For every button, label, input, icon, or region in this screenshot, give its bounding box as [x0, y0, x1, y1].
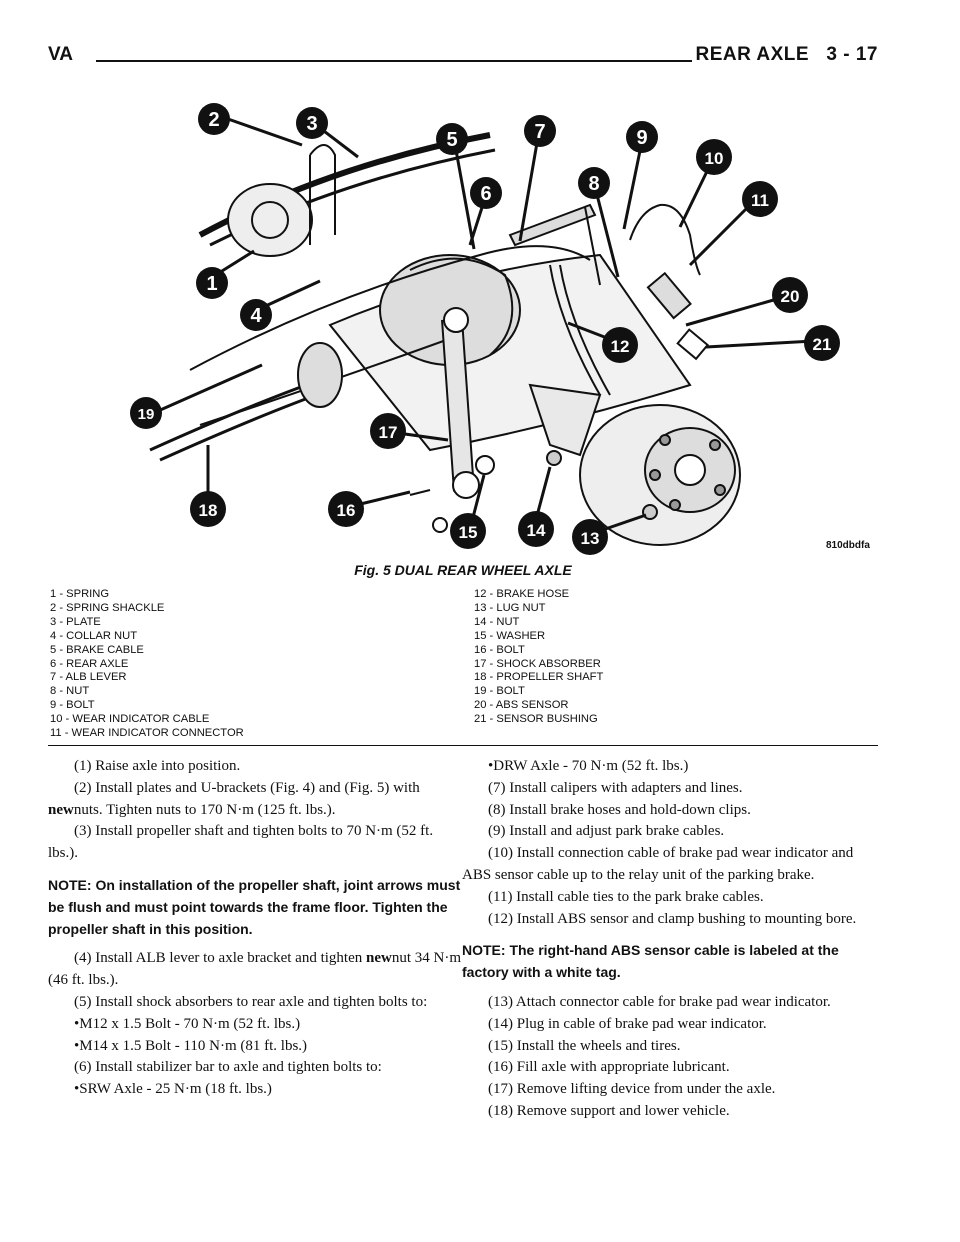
callout-11 [742, 181, 778, 217]
legend-item: 9 - BOLT [50, 699, 95, 712]
step-13: (13) Attach connector cable for brake pad wear indicator. [488, 993, 831, 1010]
legend-item: 11 - WEAR INDICATOR CONNECTOR [50, 727, 244, 740]
step-2: (2) Install plates and U-brackets (Fig. 4) and (Fig. 5) with newnuts. Tighten nuts to 170 N·m (125 ft. lbs.). [48, 779, 420, 818]
svg-text:9: 9 [636, 127, 648, 149]
axle-drawing [130, 95, 880, 555]
svg-text:17: 17 [378, 423, 398, 442]
step-9: (9) Install and adjust park brake cables. [488, 823, 725, 840]
legend-item: 13 - LUG NUT [474, 601, 546, 614]
header-rule [96, 60, 692, 62]
callout-20 [772, 277, 808, 313]
legend-item: 7 - ALB LEVER [50, 671, 127, 684]
callout-19 [130, 397, 162, 429]
callout-7 [524, 115, 556, 147]
step-6: (6) Install stabilizer bar to axle and tighten bolts to: [74, 1059, 382, 1076]
svg-text:14: 14 [526, 521, 546, 540]
callout-5 [436, 123, 468, 155]
svg-text:16: 16 [336, 501, 356, 520]
legend-item: 15 - WASHER [474, 629, 546, 642]
svg-text:13: 13 [580, 529, 600, 548]
callout-13 [572, 519, 608, 555]
callout-2 [198, 103, 230, 135]
legend-item: 18 - PROPELLER SHAFT [474, 671, 604, 684]
callout-6 [470, 177, 502, 209]
callout-17 [370, 413, 406, 449]
callout-3 [296, 107, 328, 139]
legend-item: 10 - WEAR INDICATOR CABLE [50, 713, 210, 726]
callout-16 [328, 491, 364, 527]
legend-item: 2 - SPRING SHACKLE [50, 601, 165, 614]
callout-1 [196, 267, 228, 299]
callout-12 [602, 327, 638, 363]
step-5: (5) Install shock absorbers to rear axle and tighten bolts to: [74, 993, 428, 1010]
callout-18 [190, 491, 226, 527]
callout-15 [450, 513, 486, 549]
callout-9 [626, 121, 658, 153]
svg-text:3: 3 [306, 113, 318, 135]
step-11: (11) Install cable ties to the park brake cables. [488, 888, 764, 905]
callout-4 [240, 299, 272, 331]
svg-text:21: 21 [812, 335, 832, 354]
legend-item: 14 - NUT [474, 615, 520, 628]
callout-8 [578, 167, 610, 199]
svg-text:1: 1 [206, 273, 218, 295]
page-header [48, 40, 878, 72]
legend-item: 19 - BOLT [474, 685, 525, 698]
svg-text:12: 12 [610, 337, 630, 356]
svg-text:11: 11 [751, 191, 769, 210]
legend-item: 21 - SENSOR BUSHING [474, 713, 598, 726]
step-3: (3) Install propeller shaft and tighten bolts to 70 N·m (52 ft. lbs.). [48, 823, 434, 862]
legend-rule [48, 745, 878, 746]
header-section-code: VA [48, 44, 73, 65]
step-4: (4) Install ALB lever to axle bracket and tighten newnut 34 N·m (46 ft. lbs.). [48, 950, 462, 989]
step-15: (15) Install the wheels and tires. [488, 1037, 681, 1054]
callout-14 [518, 511, 554, 547]
legend-item: 17 - SHOCK ABSORBER [474, 657, 601, 670]
svg-text:4: 4 [250, 305, 262, 327]
legend-item: 20 - ABS SENSOR [474, 699, 569, 712]
step-12: (12) Install ABS sensor and clamp bushing to mounting bore. [488, 910, 857, 927]
step-1: (1) Raise axle into position. [74, 758, 241, 774]
bullet-srw: •SRW Axle - 25 N·m (18 ft. lbs.) [74, 1081, 272, 1098]
svg-text:18: 18 [198, 501, 218, 520]
step-14: (14) Plug in cable of brake pad wear indicator. [488, 1015, 767, 1032]
text-column-right [462, 756, 880, 1123]
figure-id-code: 810dbdfa [826, 540, 870, 551]
step-7: (7) Install calipers with adapters and lines. [488, 779, 743, 796]
note-abs-sensor: NOTE: The right-hand ABS sensor cable is labeled at the factory with a white tag. [462, 942, 839, 981]
step-17: (17) Remove lifting device from under the axle. [488, 1081, 776, 1098]
legend-item: 5 - BRAKE CABLE [50, 643, 144, 656]
legend-item: 1 - SPRING [50, 588, 110, 600]
step-8: (8) Install brake hoses and hold-down clips. [488, 801, 751, 818]
legend-item: 8 - NUT [50, 685, 90, 698]
callout-21 [804, 325, 840, 361]
callout-10 [696, 139, 732, 175]
svg-text:7: 7 [534, 121, 546, 143]
bullet-drw: •DRW Axle - 70 N·m (52 ft. lbs.) [488, 758, 689, 774]
legend-item: 3 - PLATE [50, 615, 101, 628]
svg-text:8: 8 [588, 173, 600, 195]
legend-item: 16 - BOLT [474, 643, 525, 656]
step-18: (18) Remove support and lower vehicle. [488, 1102, 730, 1119]
text-column-left [48, 756, 466, 1101]
legend-item: 12 - BRAKE HOSE [474, 588, 570, 600]
bullet-m14: •M14 x 1.5 Bolt - 110 N·m (81 ft. lbs.) [74, 1037, 308, 1054]
legend-left-column [50, 588, 244, 741]
svg-text:20: 20 [780, 287, 800, 306]
step-10: (10) Install connection cable of brake pad wear indicator and ABS sensor cable up to the relay unit of the parking brake. [462, 845, 854, 883]
legend-item: 4 - COLLAR NUT [50, 629, 138, 642]
svg-text:6: 6 [480, 183, 492, 205]
bullet-m12: •M12 x 1.5 Bolt - 70 N·m (52 ft. lbs.) [74, 1015, 301, 1032]
legend-right-column [474, 588, 603, 727]
step-16: (16) Fill axle with appropriate lubricant. [488, 1059, 730, 1076]
header-page-title: REAR AXLE 3 - 17 [695, 44, 878, 65]
axle-illustration [130, 95, 880, 555]
svg-text:15: 15 [458, 523, 478, 542]
note-propeller-shaft: NOTE: On installation of the propeller shaft, joint arrows must be flush and must point towards the frame floor. Tighten the propeller shaft in this position. [48, 876, 461, 937]
svg-text:19: 19 [137, 406, 155, 423]
legend-item: 6 - REAR AXLE [50, 657, 129, 670]
figure-title: Fig. 5 DUAL REAR WHEEL AXLE [354, 562, 572, 578]
svg-text:5: 5 [446, 129, 458, 151]
svg-text:10: 10 [704, 149, 724, 168]
svg-text:2: 2 [208, 109, 220, 131]
